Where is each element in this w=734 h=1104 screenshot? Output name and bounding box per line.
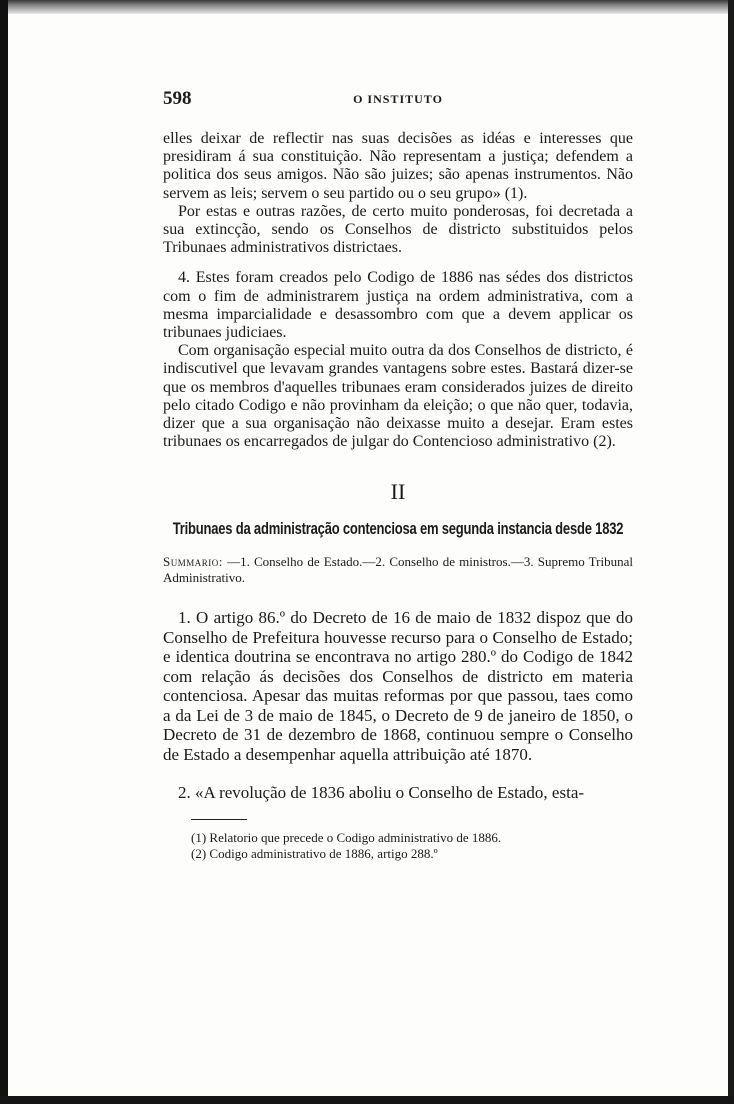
summary-label: Summario: [163,554,223,570]
footnote-rule [191,819,247,820]
scan-border-left [0,0,8,1104]
paragraph: elles deixar de reflectir nas suas decisões as idéas e interesses que presidiram á sua constituição. Não representam a justiça; defendem a politica dos seus amigos. Não são juizes; são apenas instrumentos. Não servem as leis; servem o seu partido ou o seu grupo» (1). [163,130,633,202]
paragraph: 1. O artigo 86.º do Decreto de 16 de maio de 1832 dispoz que do Conselho de Prefeitura houvesse recurso para o Conselho de Estado; e identica doutrina se encontrava no artigo 280.º do Codigo de 1842 com relação ás decisões dos Conselhos de districto em materia contenciosa. Apesar das muitas reformas por que passou, taes como a da Lei de 3 de maio de 1845, o Decreto de 9 de janeiro de 1850, o Decreto de 31 de dezembro de 1868, continuou sempre o Conselho de Estado a desempenhar aquella attribuição até 1870. [163,608,633,764]
footnote: (2) Codigo administrativo de 1886, artigo 288.º [191,845,438,861]
paragraph: Com organisação especial muito outra da dos Conselhos de districto, é indiscutivel que levavam grandes vantagens sobre estes. Bastará dizer-se que os membros d'aquelles tribunaes eram considerados juizes de direito pelo citado Codigo e não provinham da eleição; o que não quer, todavia, dizer que a sua organisação não deixasse muito a desejar. Eram estes tribunaes os encarregados de julgar do Contencioso administrativo (2). [163,342,633,451]
running-head: O INSTITUTO [353,92,443,106]
paragraph: 2. «A revolução de 1836 aboliu o Conselho de Estado, esta- [178,783,585,803]
paragraph: 4. Estes foram creados pelo Codigo de 1886 nas sédes dos districtos com o fim de administrarem justiça na ordem administrativa, com a mesma imparcialidade e desassombro com que a devem applicar os tribunaes judiciaes. [163,269,633,342]
section-body [163,608,633,803]
scan-border-right [728,0,734,1104]
page-header [163,88,633,110]
section-numeral: II [390,479,406,505]
paragraph: Por estas e outras razões, de certo muito ponderosas, foi decretada a sua extincção, sendo os Conselhos de districto substituidos pelos Tribunaes administrativos districtaes. [163,202,633,257]
page-number: 598 [163,88,192,109]
scan-border-top [0,0,734,14]
scan-border-bottom [0,1096,734,1104]
footnote: (1) Relatorio que precede o Codigo administrativo de 1886. [191,829,502,845]
footnotes [191,830,633,862]
page-body [163,130,633,862]
section-title: Tribunaes da administração contenciosa em segunda instancia desde 1832 [172,519,624,539]
section-summary [163,554,633,586]
summary-text: —1. Conselho de Estado.—2. Conselho de ministros.—3. Supremo Tribunal Administrativo. [163,554,633,586]
